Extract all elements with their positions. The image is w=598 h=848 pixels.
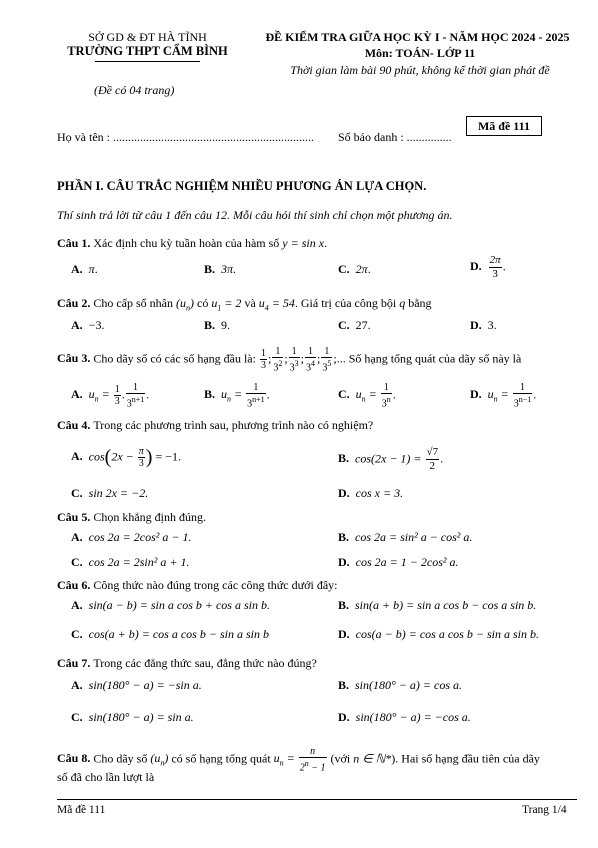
q6-option-b[interactable]: B. sin(a + b) = sin a cos b − cos a sin b.	[338, 598, 537, 612]
time-note: Thời gian làm bài 90 phút, không kể thời gian phát đề	[290, 63, 550, 77]
q7-option-c[interactable]: C. sin(180° − a) = sin a.	[71, 710, 194, 724]
q7-option-b[interactable]: B. sin(180° − a) = cos a.	[338, 678, 463, 692]
q3-option-b[interactable]: B. $u_n$ = $\frac{1}{3^{n+1}}$ .	[204, 382, 270, 410]
exam-title: ĐỀ KIỂM TRA GIỮA HỌC KỲ I - NĂM HỌC 2024 - 2025	[265, 30, 570, 44]
question-6: Câu 6. Công thức nào đúng trong các công thức dưới đây:	[57, 578, 338, 592]
school-underline	[95, 61, 200, 62]
q2-option-d[interactable]: D. 3.	[470, 318, 497, 332]
q6-option-d[interactable]: D. cos(a − b) = cos a cos b − sin a sin b.	[338, 627, 539, 641]
q1-option-d[interactable]: D. $\frac{2\pi}{3}$ .	[470, 254, 506, 280]
q4-option-d[interactable]: D. cos x = 3.	[338, 486, 404, 500]
q4-option-b[interactable]: B. cos(2x − 1) = $\frac{√7}{2}$ .	[338, 446, 444, 472]
section-instruction: Thí sinh trả lời từ câu 1 đến câu 12. Mỗi câu hỏi thí sinh chỉ chọn một phương án.	[57, 208, 453, 222]
footer-page-number: Trang 1/4	[522, 804, 567, 816]
q1-option-b[interactable]: B. 3π.	[204, 262, 237, 276]
q3-option-a[interactable]: A. $u_n$ = $\frac{1}{3}$ . $\frac{1}{3^{n+1}}$ .	[71, 382, 150, 410]
exam-code-box: Mã đề 111	[466, 116, 542, 136]
question-4: Câu 4. Trong các phương trình sau, phương trình nào có nghiệm?	[57, 418, 374, 432]
q2-option-c[interactable]: C. 27.	[338, 318, 371, 332]
q2-option-a[interactable]: A. −3.	[71, 318, 105, 332]
q2-option-b[interactable]: B. 9.	[204, 318, 231, 332]
question-2: Câu 2. Cho cấp số nhân $(u_n)$ có $u_1 = 2$ và $u_4 = 54$. Giá trị của công bội q bằng	[57, 296, 432, 313]
q6-option-c[interactable]: C. cos(a + b) = cos a cos b − sin a sin b	[71, 627, 269, 641]
section-title: PHẦN I. CÂU TRẮC NGHIỆM NHIỀU PHƯƠNG ÁN LỰA CHỌN.	[57, 179, 427, 193]
q1-option-c[interactable]: C. 2π.	[338, 262, 371, 276]
question-8-line2: số đã cho lần lượt là	[57, 770, 155, 784]
q4-option-c[interactable]: C. sin 2x = −2.	[71, 486, 149, 500]
q7-option-d[interactable]: D. sin(180° − a) = −cos a.	[338, 710, 471, 724]
department: SỞ GD & ĐT HÀ TĨNH	[88, 30, 207, 44]
footer-exam-code: Mã đề 111	[57, 804, 106, 816]
q5-option-c[interactable]: C. cos 2a = 2sin² a + 1.	[71, 555, 190, 569]
school-name: TRƯỜNG THPT CẨM BÌNH	[67, 44, 228, 58]
question-8: Câu 8. Cho dãy số $(u_n)$ có số hạng tổng quát $u_n$ = $\frac{n}{2^n - 1}$ (với n ∈ ℕ*). Hai số hạng đầu tiên của dãy	[57, 746, 540, 774]
subject: Môn: TOÁN- LỚP 11	[364, 46, 476, 60]
q1-option-a[interactable]: A. π.	[71, 262, 98, 276]
pages-note: (Đề có 04 trang)	[94, 83, 175, 97]
q3-option-c[interactable]: C. $u_n$ = $\frac{1}{3^n}$ .	[338, 382, 396, 410]
q5-option-a[interactable]: A. cos 2a = 2cos² a − 1.	[71, 530, 192, 544]
id-field[interactable]: Số báo danh : ...............	[338, 130, 452, 144]
question-1: Câu 1. Xác định chu kỳ tuần hoàn của hàm số y = sin x.	[57, 236, 328, 250]
q3-option-d[interactable]: D. $u_n$ = $\frac{1}{3^{n-1}}$ .	[470, 382, 537, 410]
question-7: Câu 7. Trong các đẳng thức sau, đẳng thức nào đúng?	[57, 656, 317, 670]
q5-option-b[interactable]: B. cos 2a = sin² a − cos² a.	[338, 530, 473, 544]
q7-option-a[interactable]: A. sin(180° − a) = −sin a.	[71, 678, 202, 692]
q4-option-a[interactable]: A. cos(2x − $\frac{\pi}{3}$ ) = −1.	[71, 446, 182, 469]
question-3: Câu 3. Cho dãy số có các số hạng đầu là: $\frac{1}{3}$ ; $\frac{1}{3^2}$ ; $\frac{1}{3^3}$ ; $\frac{1}{3^4}$ ; $\frac{1}{3^5}$ ;... Số hạng tổng quát của dãy số này là	[57, 346, 522, 374]
q5-option-d[interactable]: D. cos 2a = 1 − 2cos² a.	[338, 555, 459, 569]
question-5: Câu 5. Chọn khẳng định đúng.	[57, 510, 207, 524]
footer-rule	[57, 799, 577, 800]
name-field[interactable]: Họ và tên : ...................................................................	[57, 130, 314, 144]
q6-option-a[interactable]: A. sin(a − b) = sin a cos b + cos a sin b.	[71, 598, 270, 612]
